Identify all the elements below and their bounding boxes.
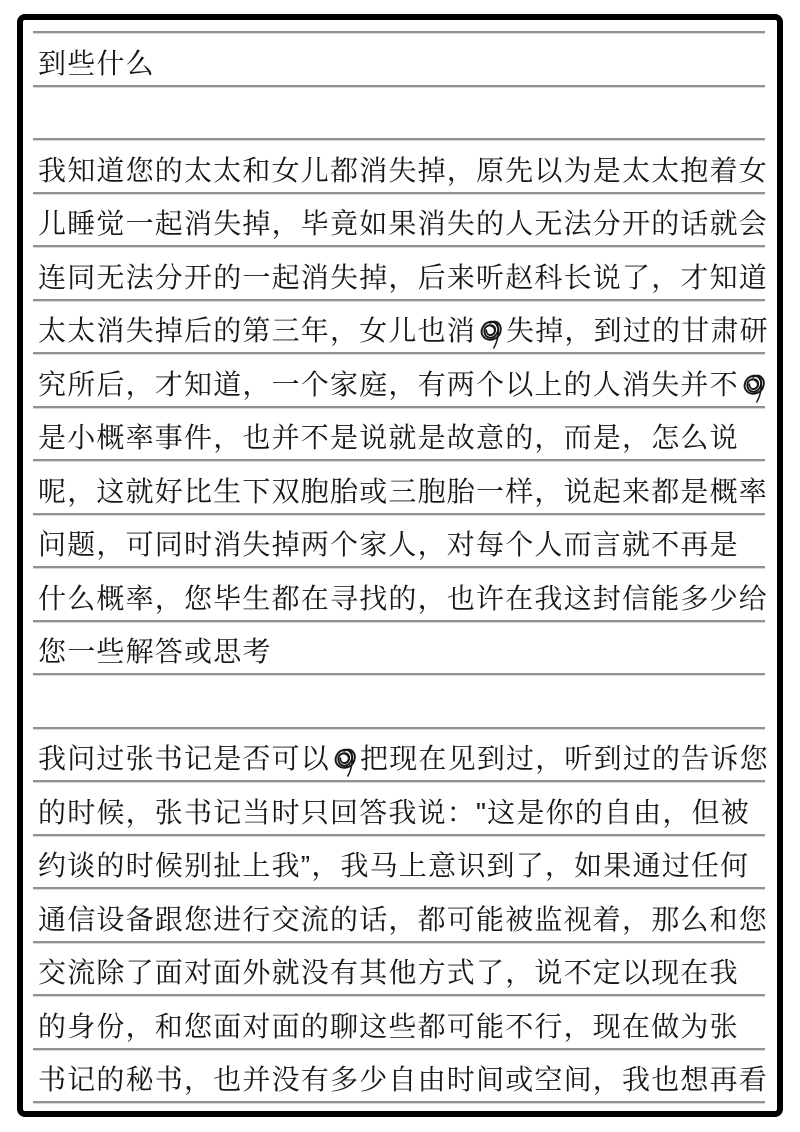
ruled-row	[33, 513, 765, 567]
line-text: 问题，可同时消失掉两个家人，对每个人而言就不再是	[38, 529, 739, 560]
ruled-row	[33, 727, 769, 781]
ruled-row	[33, 780, 765, 834]
ruled-row	[33, 994, 765, 1048]
line-text: 的身份，和您面对面的聊这些都可能不行，现在做为张	[38, 1010, 739, 1042]
line-text: 我问过张书记是否可以	[38, 743, 331, 774]
line-text: 把现在见到过，听到过的告诉您	[360, 743, 769, 774]
ruled-row	[33, 673, 765, 727]
ruled-row	[33, 85, 765, 139]
line-text: 失掉，到过的甘肃研	[506, 315, 769, 346]
line-text: 究所后，才知道，一个家庭，有两个以上的人消失并不	[38, 368, 739, 400]
ruled-row	[33, 245, 769, 299]
line-text: 书记的秘书，也并没有多少自由时间或空间，我也想再看	[38, 1064, 769, 1095]
line-text: 到些什么	[38, 47, 155, 79]
ink-scribble-icon	[740, 371, 768, 405]
line-text: 通信设备跟您进行交流的话，都可能被监视着，那么和您	[38, 903, 769, 935]
line-text: 交流除了面对面外就没有其他方式了，说不定以现在我	[38, 957, 739, 988]
line-text: 您一些解答或思考	[38, 636, 272, 667]
line-text: 的时候，张书记当时只回答我说："这是你的自由，但被	[38, 796, 750, 828]
ruled-row	[33, 31, 765, 85]
ruled-row	[33, 566, 769, 620]
ruled-row	[33, 887, 769, 941]
ruled-row	[33, 406, 765, 460]
line-text: 儿睡觉一起消失掉，毕竟如果消失的人无法分开的话就会	[38, 208, 769, 239]
line-text: 连同无法分开的一起消失掉，后来听赵科长说了，才知道	[38, 261, 769, 293]
ruled-row	[33, 620, 765, 674]
ruled-row	[33, 1048, 769, 1102]
ruled-row	[33, 941, 765, 995]
ruled-row	[33, 138, 769, 192]
line-text: 呢，这就好比生下双胞胎或三胞胎一样，说起来都是概率	[38, 475, 769, 507]
line-text: 约谈的时候别扯上我”，我马上意识到了，如果通过任何	[38, 850, 750, 881]
ink-scribble-icon	[477, 317, 505, 351]
ruled-row	[33, 299, 769, 353]
ruled-row	[33, 192, 769, 246]
line-text: 是小概率事件，也并不是说就是故意的，而是，怎么说	[38, 422, 739, 453]
line-text: 太太消失掉后的第三年，女儿也消	[38, 315, 477, 346]
ruled-row	[33, 834, 765, 888]
line-text: 什么概率，您毕生都在寻找的，也许在我这封信能多少给	[38, 582, 769, 614]
page-border-frame	[17, 14, 783, 1117]
ruled-rows	[33, 31, 769, 1103]
ruled-row	[33, 459, 769, 513]
line-text: 我知道您的太太和女儿都消失掉，原先以为是太太抱着女	[38, 154, 769, 186]
ruled-row	[33, 352, 765, 406]
ink-scribble-icon	[331, 745, 359, 779]
